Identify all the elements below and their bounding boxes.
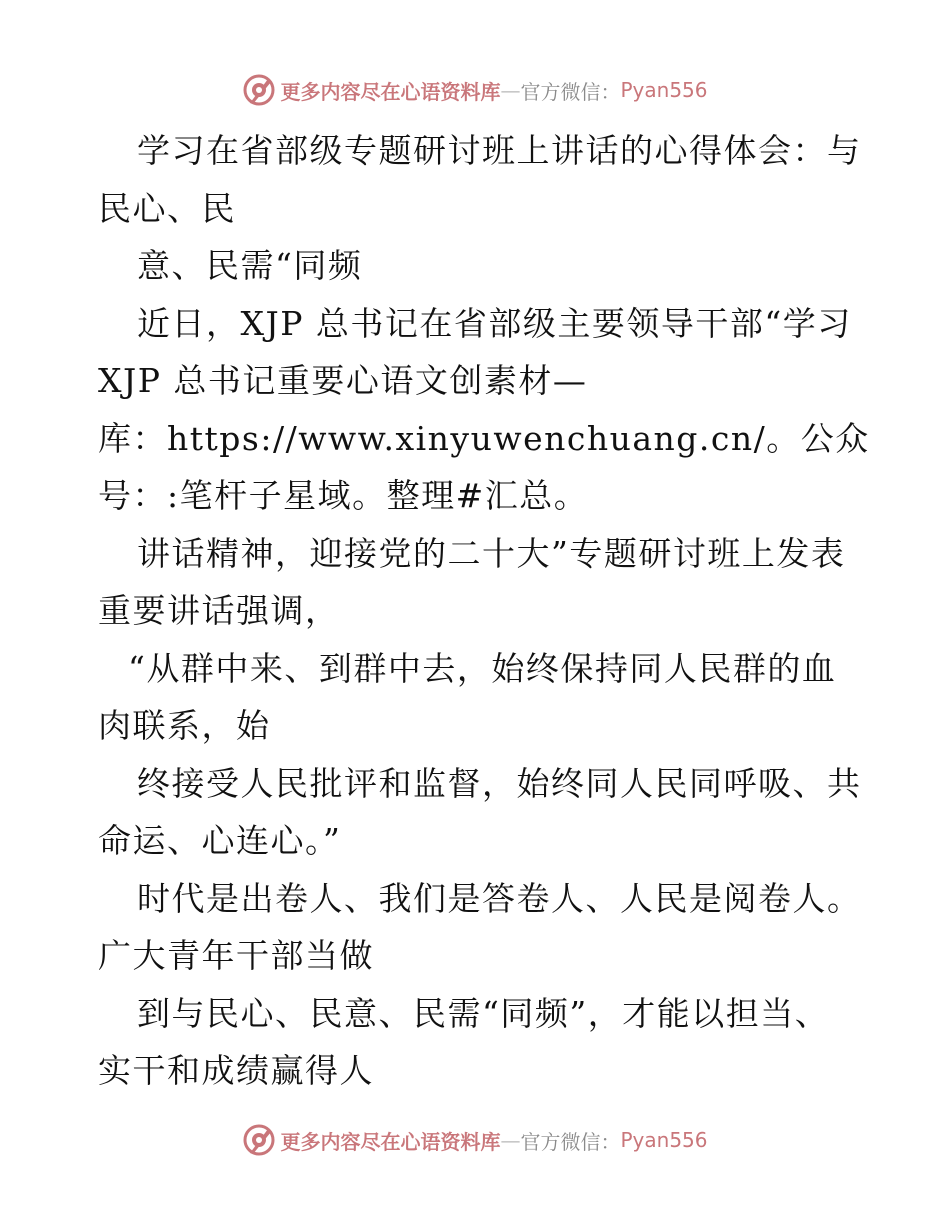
footer-watermark-banner: [0, 1120, 950, 1160]
text-line: 命运、心连心。”: [98, 821, 342, 860]
text-line: 重要讲话强调，: [98, 591, 340, 630]
watermark-dash: —: [500, 78, 521, 102]
text-line: 近日，XJP 总书记在省部级主要领导干部“学习: [137, 303, 852, 343]
text-line: 号：:笔杆子星域。整理#汇总。: [98, 476, 589, 515]
text-line: 学习在省部级专题研讨班上讲话的心得体会：与: [137, 131, 862, 170]
header-watermark-banner: [0, 70, 950, 110]
text-line: XJP 总书记重要心语文创素材—: [98, 361, 588, 400]
text-line: 终接受人民批评和监督，始终同人民同呼吸、共: [137, 763, 862, 803]
text-line: 意、民需“同频: [137, 246, 363, 285]
watermark-official-label: 官方微信：: [520, 1129, 621, 1154]
text-line: 民心、民: [98, 188, 236, 228]
watermark-text: 更多内容尽在心语资料库: [280, 79, 501, 104]
watermark-official-label: 官方微信：: [520, 79, 621, 104]
text-line: 到与民心、民意、民需“同频”，才能以担当、: [137, 993, 830, 1033]
watermark-wechat-id: Pyan556: [620, 78, 708, 102]
watermark-text: 更多内容尽在心语资料库: [280, 1129, 501, 1154]
text-line: 库：https://www.xinyuwenchuang.cn/。公众: [98, 418, 870, 458]
pen-logo-icon: [242, 1123, 276, 1157]
pen-logo-icon: [242, 73, 276, 107]
watermark-dash: —: [500, 1128, 521, 1152]
text-line: 肉联系，始: [98, 706, 271, 745]
document-body: [98, 122, 878, 1100]
text-line: 时代是出卷人、我们是答卷人、人民是阅卷人。: [137, 878, 862, 918]
text-line: “从群中来、到群中去，始终保持同人民群的血: [128, 648, 837, 688]
text-line: 实干和成绩赢得人: [98, 1051, 374, 1090]
text-line: 讲话精神，迎接党的二十大”专题研讨班上发表: [137, 533, 846, 573]
watermark-wechat-id: Pyan556: [620, 1128, 708, 1152]
text-line: 广大青年干部当做: [98, 936, 374, 975]
